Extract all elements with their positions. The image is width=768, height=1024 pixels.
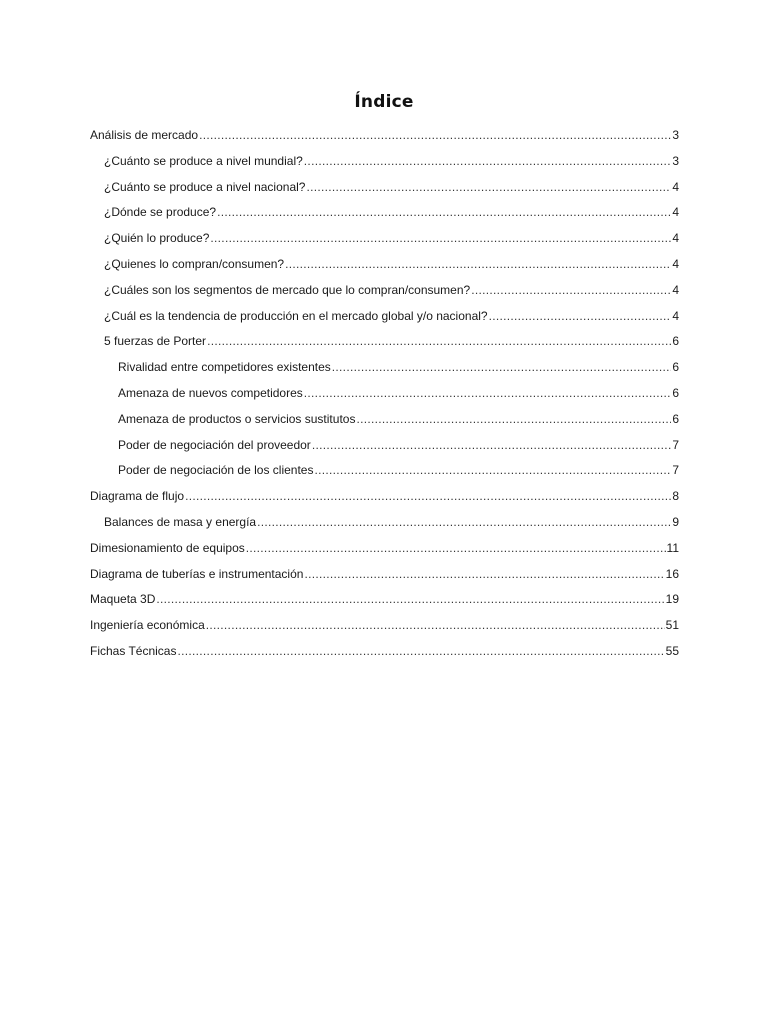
toc-dot-leader bbox=[206, 613, 665, 639]
toc-entry-title: Diagrama de flujo bbox=[90, 489, 185, 504]
toc-page-number: 3 bbox=[672, 128, 679, 142]
toc-dot-leader bbox=[199, 123, 671, 149]
toc-entry[interactable] bbox=[90, 639, 679, 665]
toc-dot-leader bbox=[312, 433, 672, 459]
toc-page-number: 4 bbox=[672, 256, 679, 271]
toc-page-number: 6 bbox=[672, 334, 679, 349]
toc-entry[interactable] bbox=[90, 304, 679, 330]
toc-dot-leader bbox=[257, 510, 671, 536]
toc-entry[interactable] bbox=[90, 484, 679, 510]
toc-entry[interactable] bbox=[90, 510, 679, 536]
toc-entry[interactable] bbox=[90, 562, 679, 588]
toc-page-number: 4 bbox=[672, 205, 679, 220]
toc-page-number: 11 bbox=[666, 540, 679, 555]
toc-entry-title: Poder de negociación de los clientes bbox=[118, 463, 314, 478]
toc-entry[interactable] bbox=[90, 613, 679, 639]
toc-dot-leader bbox=[304, 562, 664, 588]
toc-entry-title: ¿Quién lo produce? bbox=[104, 231, 210, 246]
toc-entry-title: ¿Quienes lo compran/consumen? bbox=[104, 256, 285, 271]
toc-entry[interactable] bbox=[90, 226, 679, 252]
toc-page-number: 4 bbox=[672, 179, 679, 194]
toc-page-number: 3 bbox=[672, 153, 679, 168]
toc-entry[interactable] bbox=[90, 149, 679, 175]
toc-entry[interactable] bbox=[90, 329, 679, 355]
toc-dot-leader bbox=[314, 458, 671, 484]
toc-page-number: 8 bbox=[672, 489, 679, 504]
toc-page-number: 16 bbox=[665, 566, 679, 581]
toc-entry[interactable] bbox=[90, 381, 679, 407]
toc-entry[interactable] bbox=[90, 458, 679, 484]
toc-dot-leader bbox=[210, 226, 671, 252]
toc-entry[interactable] bbox=[90, 407, 679, 433]
toc-entry-title: Diagrama de tuberías e instrumentación bbox=[90, 566, 304, 581]
toc-dot-leader bbox=[185, 484, 671, 510]
toc-entry[interactable] bbox=[90, 355, 679, 381]
toc-dot-leader bbox=[306, 175, 671, 201]
toc-entry-title: ¿Dónde se produce? bbox=[104, 205, 217, 220]
toc-page-number: 9 bbox=[672, 514, 679, 529]
toc-page-number: 7 bbox=[672, 463, 679, 478]
toc-entry[interactable] bbox=[90, 433, 679, 459]
toc-entry-title: Rivalidad entre competidores existentes bbox=[118, 360, 331, 375]
toc-entry[interactable] bbox=[90, 200, 679, 226]
table-of-contents bbox=[90, 123, 679, 665]
toc-entry[interactable] bbox=[90, 175, 679, 201]
toc-entry[interactable] bbox=[90, 587, 679, 613]
toc-entry-title: Poder de negociación del proveedor bbox=[118, 437, 311, 452]
toc-entry-title: Análisis de mercado bbox=[90, 128, 199, 142]
toc-entry-title: ¿Cuáles son los segmentos de mercado que lo compran/consumen? bbox=[104, 282, 471, 297]
toc-dot-leader bbox=[177, 639, 664, 665]
toc-page-number: 6 bbox=[672, 411, 679, 426]
toc-dot-leader bbox=[207, 329, 671, 355]
toc-page-number: 7 bbox=[672, 437, 679, 452]
toc-entry[interactable] bbox=[90, 252, 679, 278]
toc-entry[interactable] bbox=[90, 278, 679, 304]
toc-dot-leader bbox=[471, 278, 671, 304]
toc-dot-leader bbox=[356, 407, 671, 433]
toc-entry[interactable] bbox=[90, 536, 679, 562]
toc-page-number: 4 bbox=[672, 231, 679, 246]
toc-page-number: 4 bbox=[672, 308, 679, 323]
toc-page-number: 55 bbox=[665, 643, 679, 658]
toc-entry-title: Maqueta 3D bbox=[90, 592, 156, 607]
toc-dot-leader bbox=[332, 355, 672, 381]
toc-entry-title: Balances de masa y energía bbox=[104, 514, 257, 529]
toc-dot-leader bbox=[246, 536, 666, 562]
toc-page-number: 6 bbox=[672, 385, 679, 400]
toc-entry[interactable] bbox=[90, 123, 679, 149]
toc-page-number: 4 bbox=[672, 282, 679, 297]
toc-entry-title: ¿Cuál es la tendencia de producción en el mercado global y/o nacional? bbox=[104, 308, 488, 323]
toc-dot-leader bbox=[285, 252, 671, 278]
toc-title: Índice bbox=[354, 92, 414, 112]
toc-entry-title: ¿Cuánto se produce a nivel nacional? bbox=[104, 179, 306, 194]
toc-dot-leader bbox=[489, 304, 672, 330]
toc-page-number: 6 bbox=[672, 360, 679, 375]
toc-dot-leader bbox=[156, 587, 664, 613]
toc-page-number: 51 bbox=[665, 618, 679, 633]
toc-entry-title: 5 fuerzas de Porter bbox=[104, 334, 207, 349]
toc-dot-leader bbox=[304, 381, 672, 407]
toc-entry-title: Amenaza de productos o servicios sustitutos bbox=[118, 411, 356, 426]
toc-dot-leader bbox=[304, 149, 672, 175]
toc-entry-title: Fichas Técnicas bbox=[90, 643, 177, 658]
toc-entry-title: Amenaza de nuevos competidores bbox=[118, 385, 303, 400]
toc-entry-title: ¿Cuánto se produce a nivel mundial? bbox=[104, 153, 303, 168]
toc-entry-title: Dimesionamiento de equipos bbox=[90, 540, 245, 555]
toc-dot-leader bbox=[217, 200, 671, 226]
toc-entry-title: Ingeniería económica bbox=[90, 618, 205, 633]
toc-page-number: 19 bbox=[665, 592, 679, 607]
